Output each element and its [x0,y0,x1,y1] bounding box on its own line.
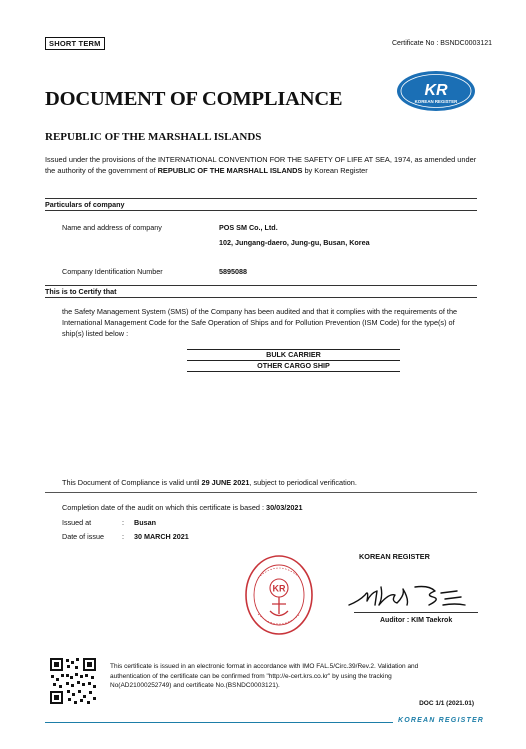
footer-rule [45,722,393,723]
seal-letters: KR [272,583,286,594]
issued-at-value: Busan [134,518,156,527]
validity-text-a: This Document of Compliance is valid until [62,478,202,487]
particulars-heading: Particulars of company [45,198,477,211]
company-id-label: Company Identification Number [62,267,163,276]
issued-at-colon: : [122,518,124,527]
certify-heading: This is to Certify that [45,285,477,298]
intro-text-a: Issued under the provisions of the INTERNATIONAL CONVENTION FOR THE SAFETY OF LIFE AT SEA, 1974, as amended under the authority of the government of [45,155,477,175]
intro-text-bold: REPUBLIC OF THE MARSHALL ISLANDS [157,166,303,175]
company-address: 102, Jungang-daero, Jung-gu, Busan, Korea [219,238,370,247]
company-name-label: Name and address of company [62,223,162,232]
ship-type-row: OTHER CARGO SHIP [187,360,400,371]
completion-date: 30/03/2021 [266,503,303,512]
signature-org: KOREAN REGISTER [359,552,430,561]
kr-logo-letters: KR [424,82,448,99]
intro-text-b: by Korean Register [302,166,368,175]
footer-brand: KOREAN REGISTER [398,717,485,724]
completion-text: Completion date of the audit on which this certificate is based : [62,503,267,512]
electronic-certificate-note: This certificate is issued in an electronic format in accordance with IMO FAL.5/Circ.39/Rev.2. Validation and authentication of the certificate can be confirmed from "http://e-cert.krs.co.kr" by using the tracking No(AD21000252749) and certificate No.(BSNDC0003121). [110,663,419,689]
validity-date: 29 JUNE 2021 [201,478,250,487]
certificate-number: Certificate No : BSNDC0003121 [392,40,492,47]
issued-at-label: Issued at [62,518,92,527]
certify-paragraph: the Safety Management System (SMS) of the Company has been audited and that it complies with the requirements of the International Management Code for the Safe Operation of Ships and for Pollution Prevention (ISM Code) for the type(s) of ship(s) listed below : [62,307,458,338]
kr-logo-caption: KOREAN REGISTER [414,99,458,104]
qr-code [49,657,97,705]
company-id-value: 5895088 [219,267,247,276]
kr-logo [396,70,476,112]
intro-paragraph [45,154,477,176]
date-of-issue-label: Date of issue [62,532,104,541]
ship-table-bottom-rule [187,371,400,372]
auditor-signature [345,575,470,615]
short-term-tag: SHORT TERM [45,37,105,50]
auditor-name: Auditor : KIM Taekrok [380,617,453,624]
doc-code: DOC 1/1 (2021.01) [419,700,474,707]
validity-statement [62,478,357,487]
validity-text-b: , subject to periodical verification. [249,478,357,487]
date-of-issue-colon: : [122,532,124,541]
divider [45,492,477,493]
flag-state: REPUBLIC OF THE MARSHALL ISLANDS [45,131,262,143]
document-title: DOCUMENT OF COMPLIANCE [45,88,343,110]
date-of-issue-value: 30 MARCH 2021 [134,532,189,541]
company-name: POS SM Co., Ltd. [219,223,278,232]
ship-type-row: BULK CARRIER [187,349,400,360]
kr-seal [244,554,314,636]
completion-statement [62,503,303,512]
signature-line [354,612,478,613]
